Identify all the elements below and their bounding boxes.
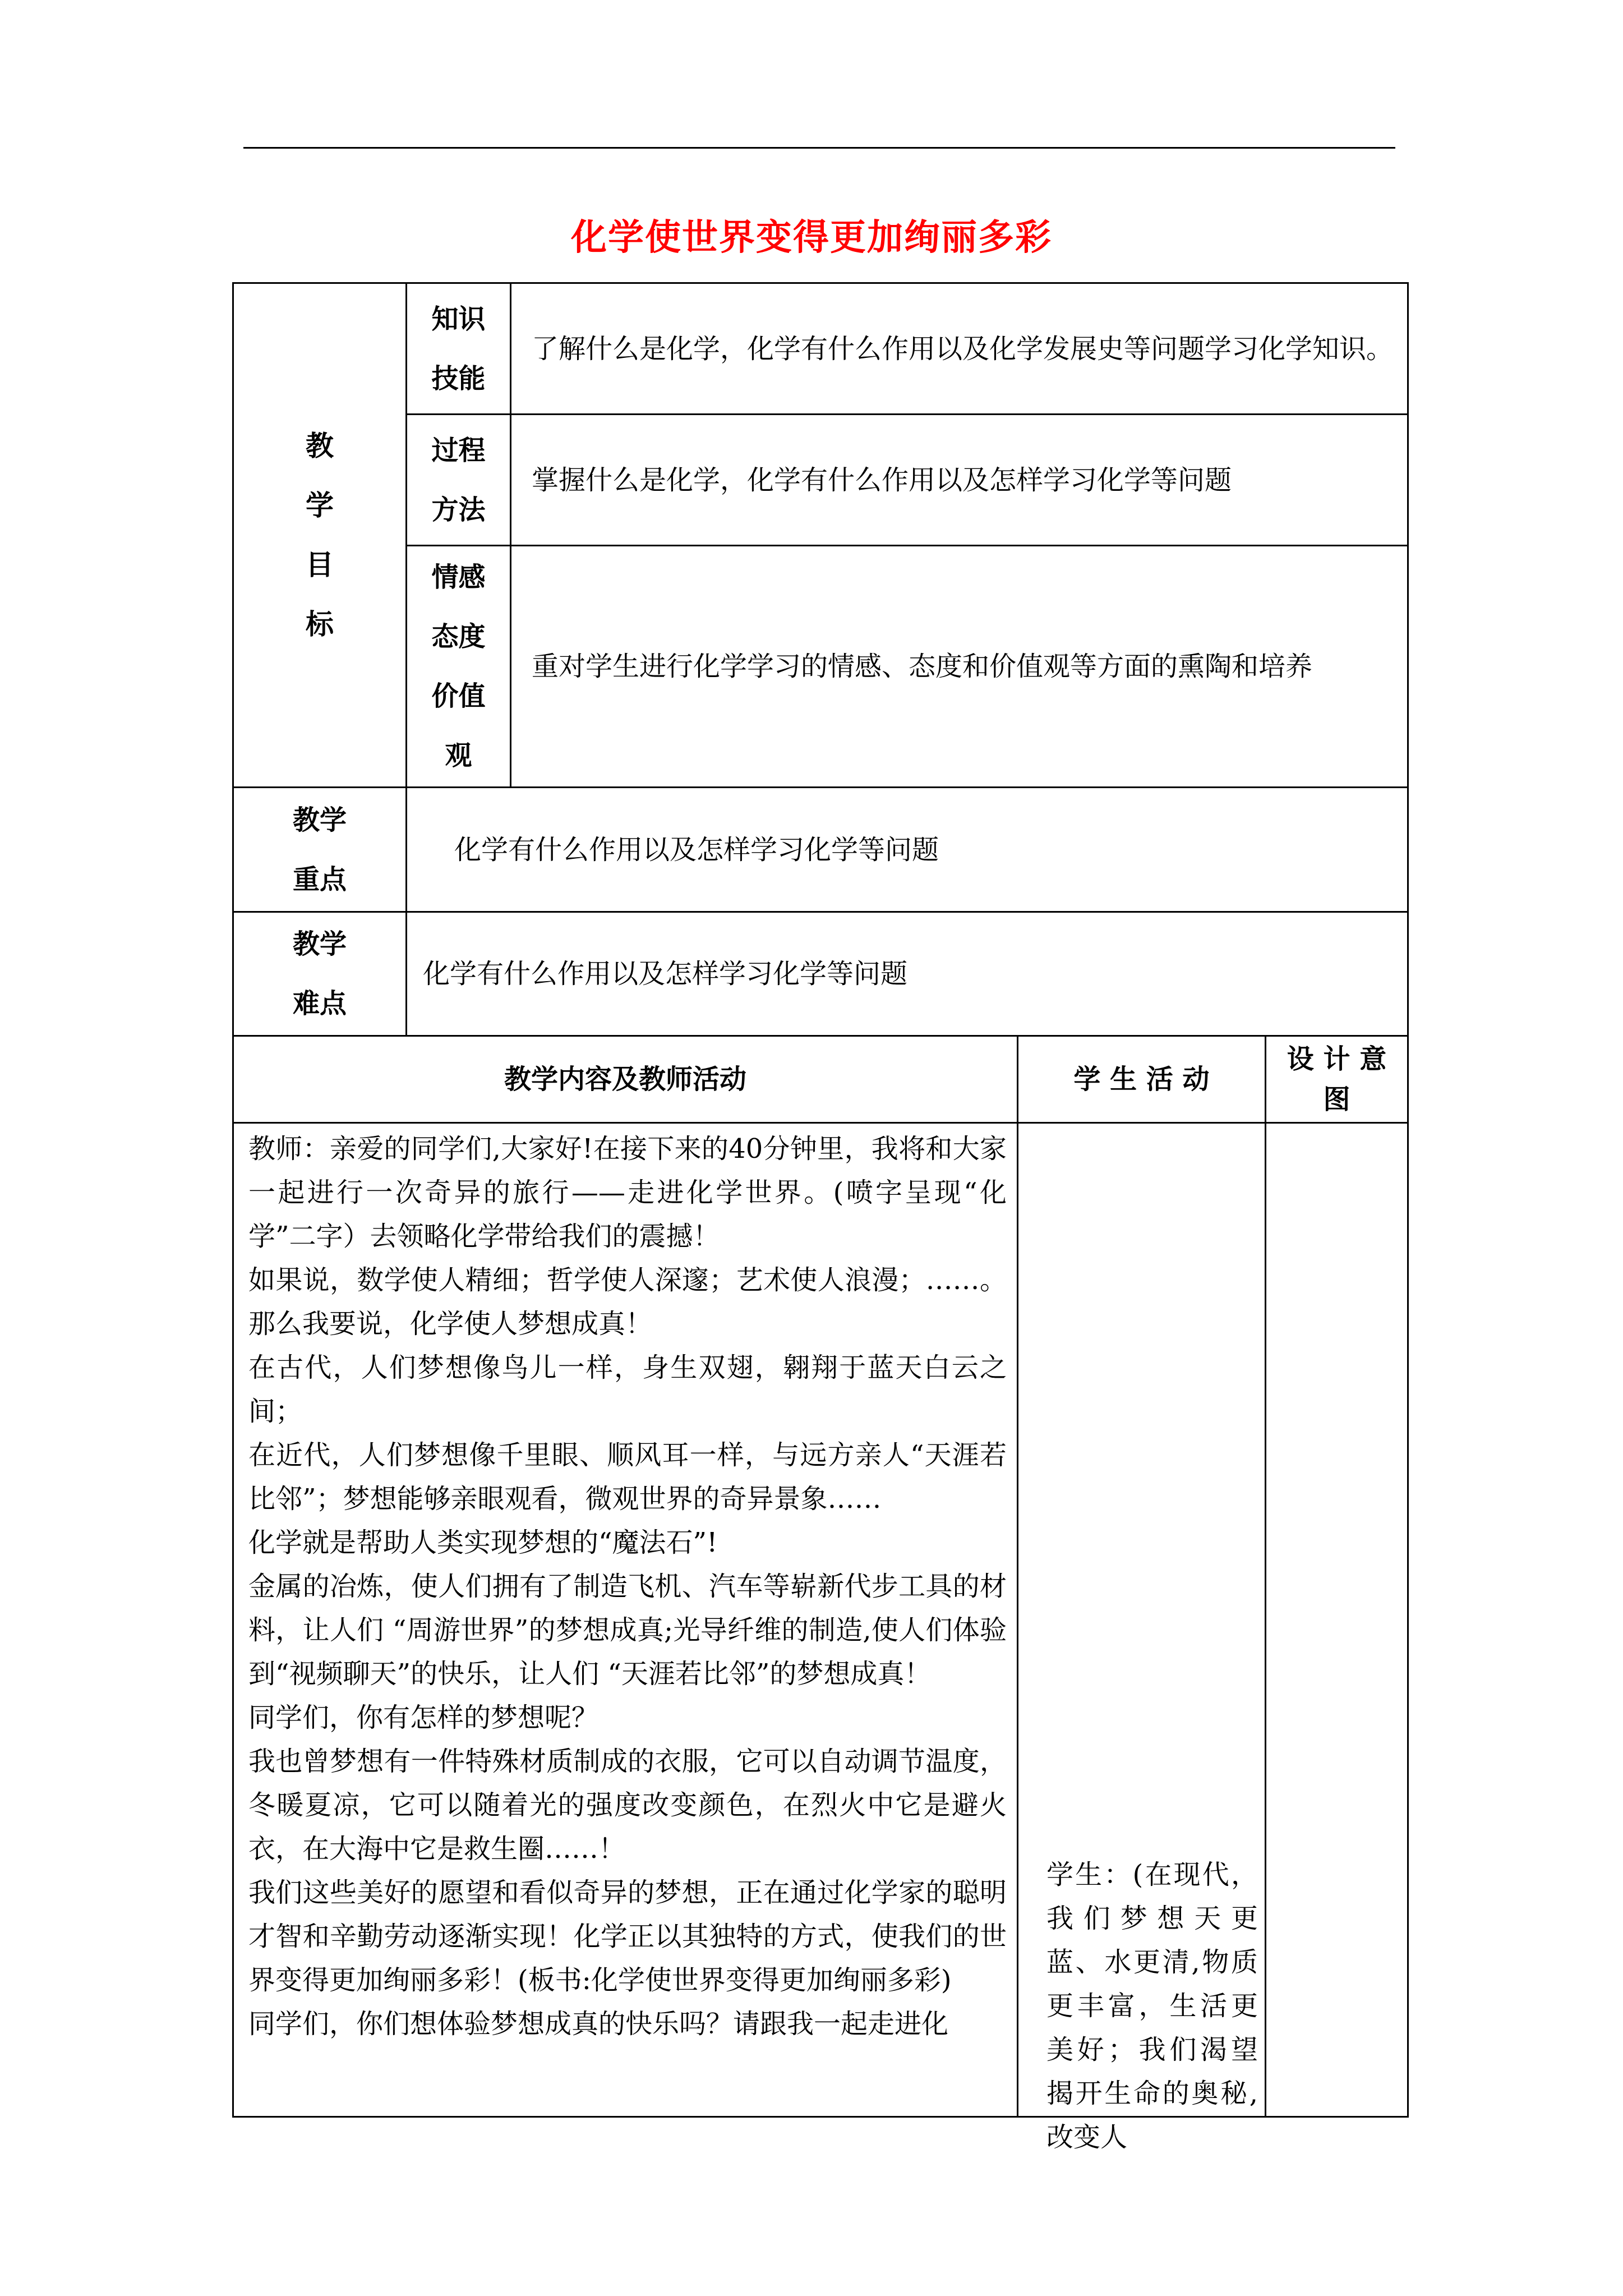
- teacher-paragraph: 在古代，人们梦想像鸟儿一样，身生双翅，翱翔于蓝天白云之间；: [248, 1352, 1007, 1427]
- attitude-label-line: 观: [445, 740, 472, 771]
- design-column-header: [1265, 1035, 1409, 1124]
- attitude-content: 重对学生进行化学学习的情感、态度和价值观等方面的熏陶和培养: [532, 651, 1313, 682]
- teacher-paragraph: 我们这些美好的愿望和看似奇异的梦想，正在通过化学家的聪明才智和辛勤劳动逐渐实现！化学正以其独特的方式，使我们的世界变得更加绚丽多彩！(板书:化学使世界变得更加绚丽多彩): [248, 1877, 1007, 1996]
- teacher-column-header: [232, 1035, 1018, 1124]
- knowledge-label-cell: [405, 282, 511, 415]
- attitude-label-line: 情感: [431, 562, 486, 593]
- design-column-header-line: 设 计 意: [1287, 1043, 1387, 1075]
- teacher-paragraph: 教师：亲爱的同学们,大家好!在接下来的40分钟里，我将和大家一起进行一次奇异的旅行——走进化学世界。(喷字呈现“化学”二字）去领略化学带给我们的震撼！: [248, 1133, 1007, 1252]
- teacher-paragraph: 我也曾梦想有一件特殊材质制成的衣服，它可以自动调节温度，冬暖夏凉，它可以随着光的强度改变颜色，在烈火中它是避火衣，在大海中它是救生圈……！: [248, 1746, 1007, 1865]
- difficulty-label-cell: [232, 911, 407, 1037]
- header-rule: [243, 147, 1395, 149]
- teacher-paragraph: 金属的冶炼，使人们拥有了制造飞机、汽车等崭新代步工具的材料，让人们 “周游世界”的梦想成真;光导纤维的制造,使人们体验到“视频聊天”的快乐，让人们 “天涯若比邻”的梦想成真！: [248, 1571, 1007, 1690]
- key-point-label-cell: [232, 786, 407, 913]
- objectives-label-char: 教: [306, 429, 334, 462]
- process-label-cell: [405, 413, 511, 546]
- student-column-header-text: 学 生 活 动: [1073, 1064, 1210, 1095]
- teacher-activity-cell: [232, 1122, 1018, 2118]
- student-column-header: [1017, 1035, 1266, 1124]
- difficulty-content-cell: [405, 911, 1409, 1037]
- difficulty-label-line: 教学: [292, 928, 347, 960]
- objectives-label-char: 学: [306, 489, 334, 522]
- knowledge-label-line: 技能: [431, 362, 486, 394]
- teacher-paragraph: 化学就是帮助人类实现梦想的“魔法石”!: [248, 1527, 718, 1558]
- attitude-label-line: 价值: [431, 680, 486, 712]
- teacher-paragraph: 在近代，人们梦想像千里眼、顺风耳一样，与远方亲人“天涯若比邻”；梦想能够亲眼观看，微观世界的奇异景象……: [248, 1439, 1007, 1515]
- key-point-label-line: 教学: [292, 804, 347, 836]
- teacher-paragraph: 如果说，数学使人精细；哲学使人深邃；艺术使人浪漫；……。那么我要说，化学使人梦想成真！: [248, 1264, 1007, 1340]
- knowledge-content: 了解什么是化学，化学有什么作用以及化学发展史等问题学习化学知识。: [532, 333, 1394, 365]
- design-column-header-line: 图: [1323, 1084, 1350, 1115]
- key-point-content-cell: [405, 786, 1409, 913]
- teacher-paragraph: 同学们，你们想体验梦想成真的快乐吗？请跟我一起走进化: [248, 2008, 949, 2040]
- attitude-content-cell: [510, 545, 1409, 788]
- teacher-paragraph: 同学们，你有怎样的梦想呢？: [248, 1702, 599, 1733]
- student-activity-cell: [1017, 1122, 1266, 2153]
- attitude-label-cell: [405, 545, 511, 788]
- student-activity-text: 学生：(在现代，我们梦想天更蓝、水更清,物质更丰富，生活更美好；我们渴望揭开生命的奥秘,改变人: [1046, 1859, 1258, 2153]
- difficulty-label-line: 难点: [292, 988, 347, 1019]
- page-title: 化学使世界变得更加绚丽多彩: [571, 217, 1052, 259]
- knowledge-label-line: 知识: [431, 303, 486, 335]
- difficulty-content: 化学有什么作用以及怎样学习化学等问题: [423, 958, 908, 990]
- knowledge-content-cell: [510, 282, 1409, 415]
- objectives-label-char: 标: [306, 608, 334, 641]
- process-content: 掌握什么是化学，化学有什么作用以及怎样学习化学等问题: [532, 464, 1232, 496]
- teacher-column-header-text: 教学内容及教师活动: [504, 1064, 746, 1095]
- objectives-label-cell: [232, 282, 407, 788]
- attitude-label-line: 态度: [431, 621, 486, 652]
- process-label-line: 过程: [431, 434, 486, 466]
- design-intent-cell: [1265, 1122, 1409, 2118]
- key-point-label-line: 重点: [292, 863, 347, 895]
- process-content-cell: [510, 413, 1409, 546]
- objectives-label-char: 目: [306, 548, 334, 581]
- key-point-content: 化学有什么作用以及怎样学习化学等问题: [454, 834, 939, 866]
- process-label-line: 方法: [431, 494, 486, 526]
